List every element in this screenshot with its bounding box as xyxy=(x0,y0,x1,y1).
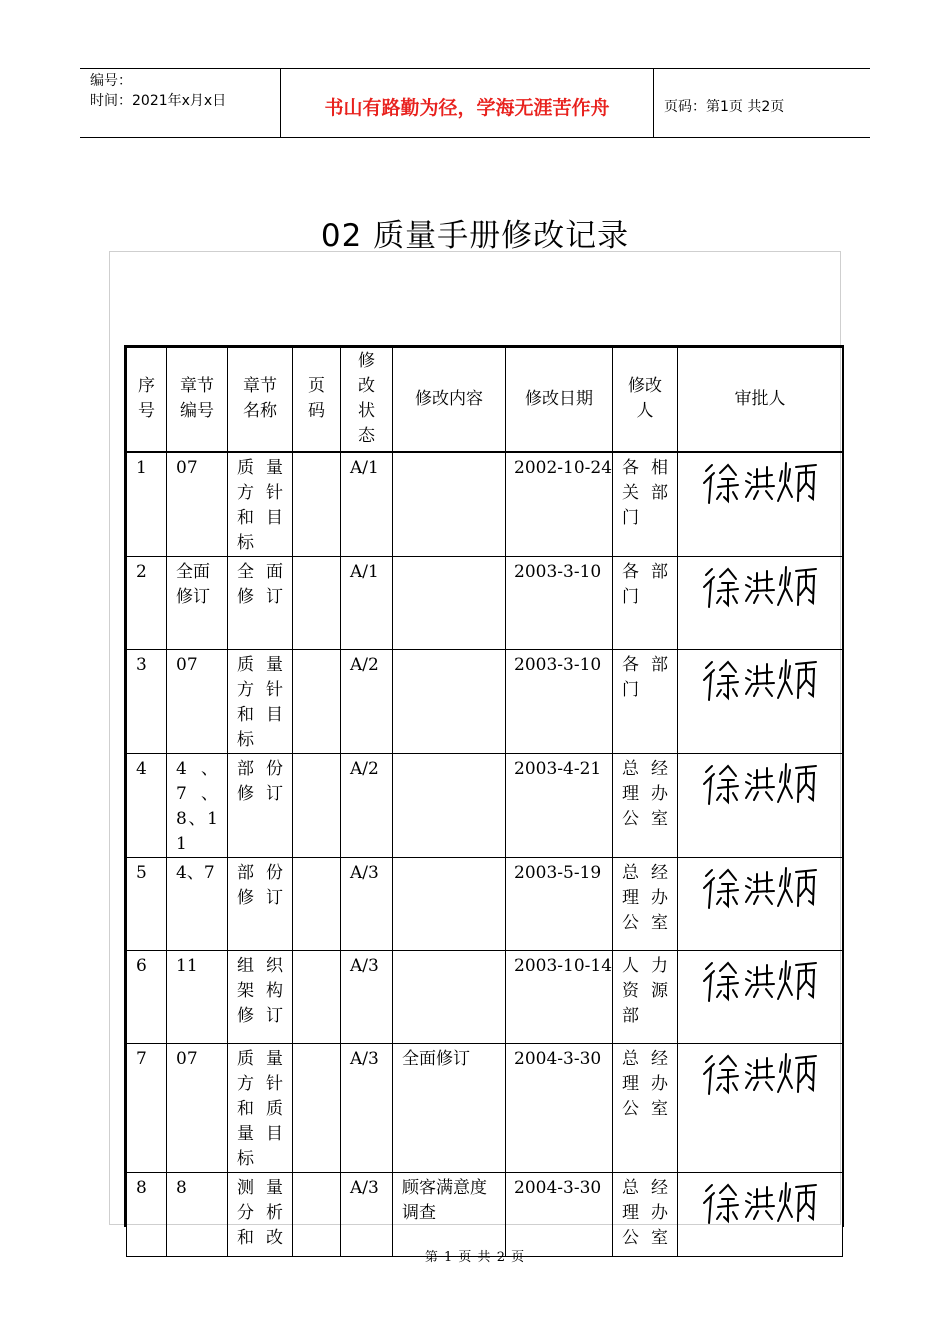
cell-page xyxy=(293,1043,341,1172)
approver-signature xyxy=(702,459,820,507)
table-row xyxy=(127,556,843,649)
cell-date: 2004-3-30 xyxy=(506,1172,613,1256)
header-page: 页码 xyxy=(293,348,341,452)
cell-page xyxy=(293,857,341,950)
cell-chapter-no: 4、7 xyxy=(167,857,228,950)
approver-signature xyxy=(702,760,820,808)
cell-seq: 3 xyxy=(127,649,167,753)
cell-content: 顾客满意度调查 xyxy=(393,1172,506,1256)
cell-chapter-no: 07 xyxy=(167,1043,228,1172)
cell-content xyxy=(393,556,506,649)
cell-content xyxy=(393,452,506,557)
cell-date: 2003-5-19 xyxy=(506,857,613,950)
cell-content xyxy=(393,857,506,950)
page-footer: 第 1 页 共 2 页 xyxy=(424,1250,526,1265)
cell-chapter-no: 11 xyxy=(167,950,228,1043)
header-page-info: 页码：第1页 共2页 xyxy=(664,99,785,115)
table-header-row xyxy=(127,348,843,452)
page-header xyxy=(80,68,870,138)
header-date: 修改日期 xyxy=(506,348,613,452)
header-approver: 审批人 xyxy=(678,348,843,452)
cell-status: A/3 xyxy=(341,1172,393,1256)
cell-page xyxy=(293,1172,341,1256)
revision-table xyxy=(126,347,843,1257)
table-row xyxy=(127,950,843,1043)
table-row xyxy=(127,649,843,753)
approver-signature xyxy=(702,957,820,1005)
cell-date: 2004-3-30 xyxy=(506,1043,613,1172)
header-chapter-name: 章节名称 xyxy=(228,348,293,452)
cell-approver xyxy=(678,556,843,649)
cell-approver xyxy=(678,1172,843,1256)
cell-modifier: 总经理办公室 xyxy=(613,1172,678,1256)
table-row xyxy=(127,452,843,557)
cell-chapter-no: 07 xyxy=(167,452,228,557)
cell-content xyxy=(393,753,506,857)
cell-status: A/3 xyxy=(341,857,393,950)
header-status: 修改状态 xyxy=(341,348,393,452)
revision-table-container xyxy=(124,345,844,1248)
approver-signature xyxy=(702,656,820,704)
cell-seq: 4 xyxy=(127,753,167,857)
document-title: 02 质量手册修改记录 xyxy=(320,218,630,254)
cell-modifier: 总经理办公室 xyxy=(613,1043,678,1172)
table-row xyxy=(127,753,843,857)
header-modifier: 修改人 xyxy=(613,348,678,452)
approver-signature xyxy=(702,1179,820,1227)
header-content: 修改内容 xyxy=(393,348,506,452)
document-time-label: 时间：2021年x月x日 xyxy=(90,93,227,109)
cell-content xyxy=(393,649,506,753)
cell-seq: 2 xyxy=(127,556,167,649)
cell-approver xyxy=(678,452,843,557)
cell-modifier: 各部门 xyxy=(613,556,678,649)
cell-status: A/1 xyxy=(341,452,393,557)
cell-page xyxy=(293,649,341,753)
cell-status: A/3 xyxy=(341,950,393,1043)
table-row xyxy=(127,1172,843,1256)
approver-signature xyxy=(702,563,820,611)
cell-status: A/1 xyxy=(341,556,393,649)
cell-date: 2003-3-10 xyxy=(506,556,613,649)
cell-chapter-name: 质量方针和质量目标 xyxy=(228,1043,293,1172)
cell-modifier: 总经理办公室 xyxy=(613,753,678,857)
cell-date: 2003-10-14 xyxy=(506,950,613,1043)
cell-chapter-name: 质量方针和目标 xyxy=(228,452,293,557)
cell-seq: 6 xyxy=(127,950,167,1043)
table-row xyxy=(127,1043,843,1172)
cell-chapter-no: 8 xyxy=(167,1172,228,1256)
cell-chapter-name: 质量方针和目标 xyxy=(228,649,293,753)
cell-content: 全面修订 xyxy=(393,1043,506,1172)
cell-chapter-name: 测量分析和改 xyxy=(228,1172,293,1256)
approver-signature xyxy=(702,1050,820,1098)
header-meta xyxy=(80,69,281,137)
document-number-label: 编号： xyxy=(90,73,132,89)
cell-date: 2002-10-24 xyxy=(506,452,613,557)
cell-chapter-name: 组织架构修订 xyxy=(228,950,293,1043)
cell-seq: 5 xyxy=(127,857,167,950)
cell-page xyxy=(293,950,341,1043)
approver-signature xyxy=(702,864,820,912)
cell-approver xyxy=(678,857,843,950)
cell-approver xyxy=(678,753,843,857)
cell-seq: 1 xyxy=(127,452,167,557)
cell-seq: 8 xyxy=(127,1172,167,1256)
cell-approver xyxy=(678,649,843,753)
cell-chapter-name: 部份修订 xyxy=(228,753,293,857)
cell-page xyxy=(293,753,341,857)
cell-chapter-name: 部份修订 xyxy=(228,857,293,950)
cell-modifier: 人力资源部 xyxy=(613,950,678,1043)
cell-status: A/2 xyxy=(341,649,393,753)
cell-chapter-no: 07 xyxy=(167,649,228,753)
cell-seq: 7 xyxy=(127,1043,167,1172)
cell-date: 2003-4-21 xyxy=(506,753,613,857)
header-motto: 书山有路勤为径，学海无涯苦作舟 xyxy=(281,69,654,137)
cell-status: A/3 xyxy=(341,1043,393,1172)
cell-modifier: 各相关部门 xyxy=(613,452,678,557)
cell-modifier: 总经理办公室 xyxy=(613,857,678,950)
cell-approver xyxy=(678,1043,843,1172)
cell-status: A/2 xyxy=(341,753,393,857)
cell-chapter-name: 全面修订 xyxy=(228,556,293,649)
table-row xyxy=(127,857,843,950)
cell-page xyxy=(293,556,341,649)
cell-modifier: 各部门 xyxy=(613,649,678,753)
header-chapter-no: 章节编号 xyxy=(167,348,228,452)
cell-content xyxy=(393,950,506,1043)
cell-chapter-no: 全面修订 xyxy=(167,556,228,649)
cell-approver xyxy=(678,950,843,1043)
cell-date: 2003-3-10 xyxy=(506,649,613,753)
cell-chapter-no: 4、7、8、11 xyxy=(167,753,228,857)
cell-page xyxy=(293,452,341,557)
header-seq: 序号 xyxy=(127,348,167,452)
